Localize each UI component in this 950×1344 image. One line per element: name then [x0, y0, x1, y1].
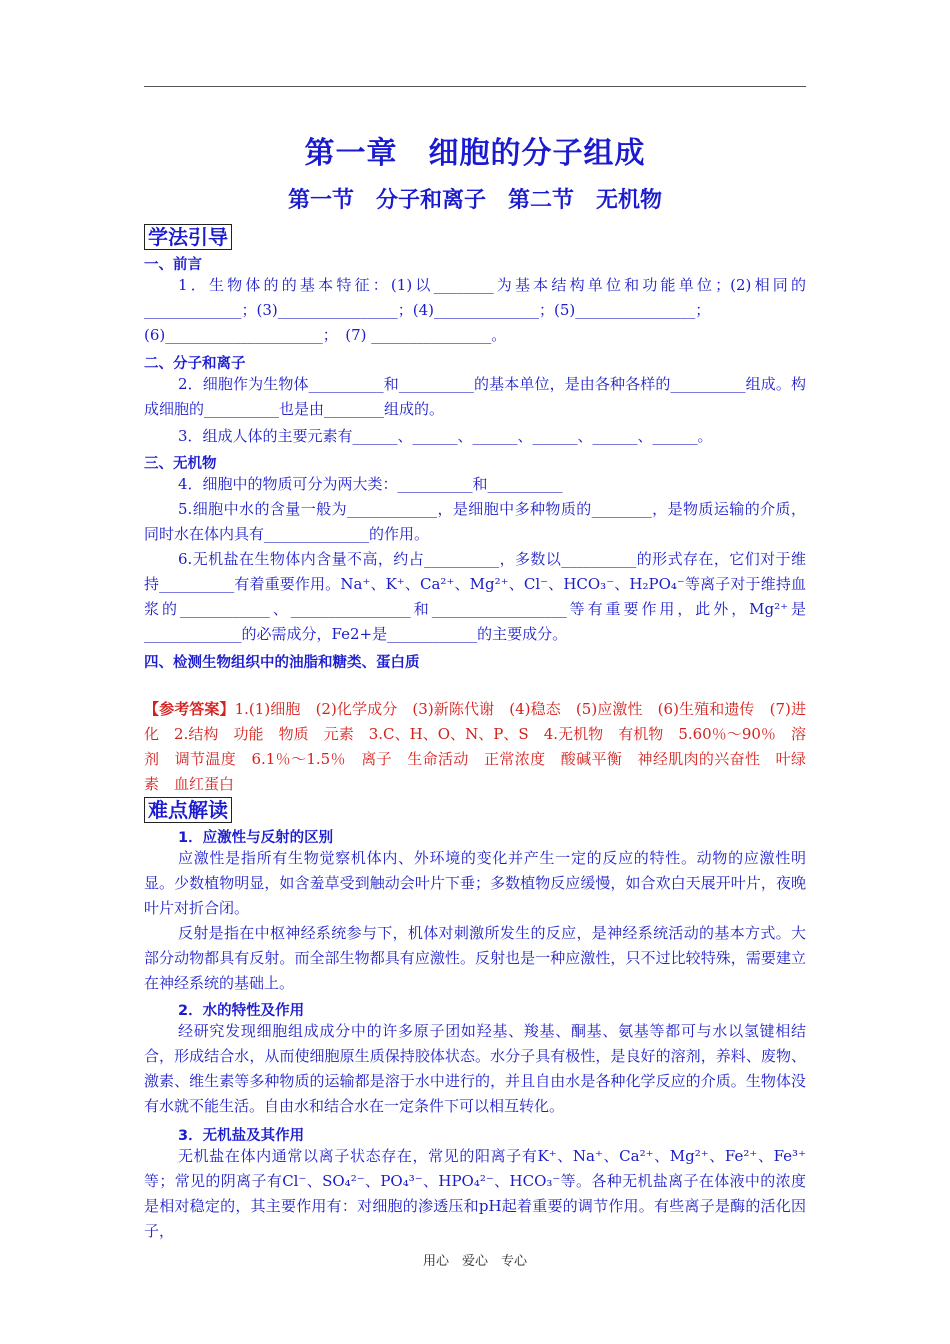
question-4: 4．细胞中的物质可分为两大类：__________和__________ [178, 475, 563, 493]
question-3: 3．组成人体的主要元素有______、______、______、______、______、______。 [178, 427, 713, 445]
section-subtitle: 第一节 分子和离子 第二节 无机物 [287, 188, 662, 213]
paragraph-stress: 应激性是指所有生物觉察机体内、外环境的变化并产生一定的反应的特性。动物的应激性明显。少数植物明显，如含羞草受到触动会叶片下垂；多数植物反应缓慢，如合欢白天展开叶片，夜晚叶片对折合闭。 [144, 849, 806, 917]
page-footer: 用心 爱心 专心 [422, 1254, 527, 1269]
subheading-inorganic-salts: 3．无机盐及其作用 [178, 1128, 305, 1144]
answer-label: 【参考答案】 [144, 700, 235, 718]
paragraph-water: 经研究发现细胞组成成分中的许多原子团如羟基、羧基、酮基、氨基等都可与水以氢键相结合，形成结合水，从而使细胞原生质保持胶体状态。水分子具有极性，是良好的溶剂，养料、废物、激素、维生素等多种物质的运输都是溶于水中进行的，并且自由水是各种化学反应的介质。生物体没有水就不能生活。自由水和结合水在一定条件下可以相互转化。 [144, 1022, 806, 1115]
section-difficult-heading: 难点解读 [144, 797, 232, 823]
answer-block [144, 697, 806, 797]
answer-text: 1.(1)细胞 (2)化学成分 (3)新陈代谢 (4)稳态 (5)应激性 (6)生殖和遗传 (7)进化 2.结构 功能 物质 元素 3.C、H、O、N、P、S 4.无机物 有机物 5.60％～90％ 溶剂 调节温度 6.1％～1.5％ 离子 生命活动 正常浓度 酸碱平衡 神经肌肉的兴奋性 叶绿素 血红蛋白 [144, 700, 806, 793]
section-guide-heading: 学法引导 [144, 224, 232, 250]
question-2: 2．细胞作为生物体__________和__________的基本单位，是由各种各样的__________组成。构成细胞的__________也是由________组成的。 [144, 375, 806, 418]
subheading-water: 2．水的特性及作用 [178, 1003, 305, 1019]
question-1: 1．生物体的的基本特征：(1)以________为基本结构单位和功能单位；(2)相同的_____________；(3)________________；(4)______________；(5)________________；(6)_____________________； (7) ________________。 [144, 276, 806, 344]
heading-detection: 四、检测生物组织中的油脂和糖类、蛋白质 [144, 655, 420, 671]
paragraph-inorganic-salts: 无机盐在体内通常以离子状态存在，常见的阳离子有K⁺、Na⁺、Ca²⁺、Mg²⁺、Fe²⁺、Fe³⁺等；常见的阴离子有Cl⁻、SO₄²⁻、PO₄³⁻、HPO₄²⁻、HCO₃⁻等。各种无机盐离子在体液中的浓度是相对稳定的，其主要作用有：对细胞的渗透压和pH起着重要的调节作用。有些离子是酶的活化因子， [144, 1147, 806, 1240]
heading-preface: 一、前言 [144, 257, 202, 273]
heading-inorganic: 三、无机物 [144, 456, 217, 472]
paragraph-reflex: 反射是指在中枢神经系统参与下，机体对刺激所发生的反应，是神经系统活动的基本方式。大部分动物都具有反射。而全部生物都具有应激性。反射也是一种应激性，只不过比较特殊，需要建立在神经系统的基础上。 [144, 924, 806, 992]
question-5: 5.细胞中水的含量一般为____________，是细胞中多种物质的________，是物质运输的介质，同时水在体内具有______________的作用。 [144, 500, 806, 543]
question-6: 6.无机盐在生物体内含量不高，约占__________，多数以__________的形式存在，它们对于维持__________有着重要作用。Na⁺、K⁺、Ca²⁺、Mg²⁺、Cl⁻、HCO₃⁻、H₂PO₄⁻等离子对于维持血浆的____________、________________和__________________等有重要作用，此外，Mg²⁺是_____________的必需成分，Fe2+是____________的主要成分。 [144, 550, 806, 643]
chapter-title: 第一章 细胞的分子组成 [304, 136, 646, 171]
header-rule [144, 86, 806, 87]
heading-molecules-ions: 二、分子和离子 [144, 356, 246, 372]
subheading-stress-reflex: 1．应激性与反射的区别 [178, 830, 334, 846]
